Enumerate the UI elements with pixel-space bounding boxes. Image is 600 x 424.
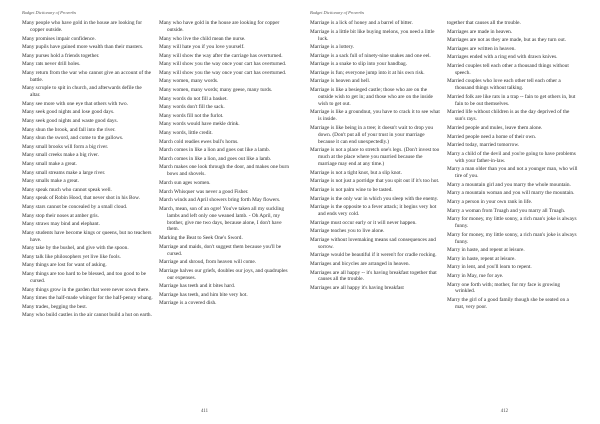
- proverb-entry: Many words, little credit.: [159, 130, 213, 137]
- proverb-entry: Marriage has teeth, and him bite very hot.: [159, 291, 248, 298]
- proverb-entry: Married today, married tomorrow.: [447, 142, 520, 149]
- proverb-entry: March sun ages women.: [159, 179, 211, 186]
- proverb-entry: Many seek good nights and lose good days.: [22, 109, 115, 116]
- proverb-entry: Marriage is a sack full of ninety-nine snakes and one eel.: [310, 52, 431, 59]
- proverb-entry: Married people need a home of their own.: [447, 133, 537, 140]
- proverb-entry: Many speak much who cannot speak well.: [22, 186, 112, 193]
- proverb-entry: March, mean, son of an ogre! You've taken all my suckling lambs and left only one weaned lamb. - Oh April, my brother, give me two days, because alone, I don't have them.: [159, 205, 284, 233]
- proverb-entry: Marriage would be beautiful if it weren't for cradle rocking.: [310, 252, 437, 259]
- proverb-entry: Marry for money, my little sonny, a rich man's joke is always funny.: [447, 216, 577, 230]
- proverb-entry: Many people who have gold in the house are looking for copper outside.: [22, 20, 143, 33]
- proverb-entry: Marriage is not a tight knot, but a slip knot.: [310, 169, 402, 176]
- proverb-entry: Marriage is like a groundnut, you have to crack it to see what is inside.: [310, 109, 440, 123]
- page-columns: [310, 20, 578, 313]
- proverb-entry: Many shun the sword, and come to the gallows.: [22, 135, 124, 142]
- proverb-entry: Marriages are written in heaven.: [447, 45, 516, 52]
- proverb-entry: Many who build castles in the air cannot build a hut on earth.: [22, 312, 152, 319]
- proverb-entry: Many things are lost for want of asking.: [22, 262, 107, 269]
- proverb-entry: Many students have become kings or queens, but no teachers have.: [22, 229, 152, 243]
- proverb-entry: Marriage is a lottery.: [310, 44, 355, 51]
- proverb-entry: Marriage is a little bit like buying melons, you need a little luck.: [310, 28, 435, 42]
- proverb-entry: Marry a woman from Truagh and you marry all Truagh.: [447, 207, 566, 214]
- proverb-entry: together that causes all the trouble.: [447, 20, 521, 26]
- running-head: Budget Dictionary of Proverbs: [310, 10, 365, 15]
- proverb-entry: Marry a child of the devil and you're going to have problems with your father-in-law.: [447, 150, 576, 164]
- proverb-entry: Many see more with one eye that others with two.: [22, 100, 128, 107]
- proverb-entry: Marriage halves our griefs, doubles our joys, and quadruples our expenses.: [159, 267, 288, 281]
- running-head: Budget Dictionary of Proverbs: [22, 10, 77, 15]
- proverb-entry: Marriage without lovemaking means sad consequences and sorrow.: [310, 236, 436, 250]
- proverb-entry: Marriages are not as they are made, but as they turn out.: [447, 37, 566, 44]
- proverb-entry: March winds and April showers bring forth May flowers.: [159, 197, 281, 204]
- proverb-entry: Marriage is the only war in which you sleep with the enemy.: [310, 195, 439, 202]
- proverb-entry: Many who have gold in the house are looking for copper outside.: [159, 20, 280, 33]
- proverb-entry: Marry a man older than you and not a younger man, who will tire of you.: [447, 166, 578, 180]
- proverb-entry: Many seek good nights and waste good days.: [22, 118, 118, 125]
- proverb-entry: Marriages are all happy it's having breakfast: [310, 285, 404, 292]
- proverb-entry: Marriage is not palm wine to be tasted.: [310, 186, 393, 193]
- proverb-entry: Many women, many words.: [159, 78, 219, 85]
- proverb-entry: Marriage is a covered dish.: [159, 300, 217, 307]
- column-left: [22, 20, 153, 321]
- proverb-entry: March comes in like a lion, and goes out like a lamb.: [159, 155, 272, 162]
- proverb-entry: Many words fill not the furlot.: [159, 112, 224, 119]
- proverb-entry: Married life without children is as the day deprived of the sun's rays.: [447, 109, 570, 123]
- proverb-entry: Many small make a great.: [22, 161, 77, 168]
- proverb-entry: Marriages and bicycles are arranged in heaven.: [310, 260, 410, 267]
- proverb-entry: Many return from the war who cannot give an account of the battle.: [22, 69, 151, 83]
- proverb-entry: Many speak of Robin Hood, that never shot in his Bow.: [22, 195, 140, 202]
- proverb-entry: Many purses hold a friends together.: [22, 52, 100, 59]
- proverb-entry: Married folk are like rats in a trap -- fain to get others in, but fain to be out themselves.: [447, 93, 576, 107]
- proverb-entry: Many things are too hard to be blessed, and too good to be cursed.: [22, 271, 147, 284]
- proverb-entry: Marry a mountain girl and you marry the whole mountain.: [447, 181, 571, 188]
- proverb-entry: Marriage teaches you to live alone.: [310, 228, 385, 235]
- proverb-entry: Many will hate you if you love yourself.: [159, 44, 245, 51]
- proverb-entry: Marriage is the opposite to a fever attack; it begins very hot and ends very cold.: [310, 204, 437, 218]
- proverb-entry: Marriage has teeth and it bites hard.: [159, 283, 236, 290]
- proverb-entry: Marking the Beat to Seek One's Sword.: [159, 235, 243, 241]
- proverb-entry: Many rats never drill holes.: [22, 61, 81, 68]
- proverb-entry: March comes in like a lion and goes out like a lamb.: [159, 147, 270, 154]
- proverb-entry: Many pupils have gained more wealth than their masters.: [22, 44, 144, 51]
- proverb-entry: Many promises impair confidence.: [22, 35, 96, 42]
- proverb-entry: Marriage is like a besieged castle; those who are on the outside wish to get in; and those who are on the inside wish to get out.: [310, 87, 433, 107]
- proverb-entry: Many will show the way after the carriage has overturned.: [159, 52, 283, 59]
- proverb-entry: Marry in haste, and repent at leisure.: [447, 247, 525, 254]
- proverb-entry: Marriage is like being in a tree; it doesn't wait to drop you down. (Don't put all of your trust in your marriage because it can end unexpectedly.): [310, 124, 434, 145]
- proverb-entry: Marriage is heaven and hell.: [310, 78, 371, 85]
- proverb-entry: Marriage is a snake to slip into your handbag.: [310, 61, 407, 68]
- proverb-entry: March makes one look through the door, and makes one burn bows and shovels.: [159, 164, 289, 178]
- proverb-entry: Married couples who love each other tell each other a thousand things without talking.: [447, 78, 561, 92]
- proverb-entry: Many women, many words; many geese, many turds.: [159, 87, 273, 94]
- proverb-entry: Many smalls make a great.: [22, 178, 79, 185]
- proverb-entry: Marriage is fun; everyone jump into it at his own risk.: [310, 69, 425, 76]
- proverb-entry: Many words would have mekle drink.: [159, 121, 240, 128]
- proverb-entry: Many trades, begging the best.: [22, 303, 88, 310]
- proverb-entry: March cold readies ewes bull's horns.: [159, 138, 239, 145]
- proverb-entry: Marriages are made in heaven.: [447, 28, 513, 35]
- proverb-entry: March Whisquer was never a good Fisher.: [159, 188, 249, 195]
- proverb-entry: Many stars cannot be concealed by a small cloud.: [22, 204, 128, 210]
- proverb-entry: Many scruple to spit in church, and afterwards defile the altar.: [22, 85, 142, 99]
- proverb-entry: Marriages are all happy -- it's having breakfast together that causes all the trouble.: [310, 269, 437, 283]
- proverb-entry: Many small brooks will form a big river.: [22, 143, 109, 150]
- proverb-entry: Many will show you the way once your cart has overturned.: [159, 69, 287, 76]
- proverb-entry: Many small creeks make a big river.: [22, 152, 99, 159]
- proverb-entry: Marriages ended with a ring end with drawn knives.: [447, 54, 558, 61]
- proverb-entry: Marriage is not a place to stretch one's legs. (Don't invest too much at the place where you married because the marriage may end at any time.): [310, 147, 440, 168]
- proverb-entry: Many who live the child mean the nurse.: [159, 35, 246, 42]
- proverb-entry: Many take by the bushel, and give with the spoon.: [22, 245, 129, 252]
- proverb-entry: Many talk like philosophers yet live like fools.: [22, 253, 121, 260]
- proverb-entry: Marry a person in your own rank in life.: [447, 198, 533, 205]
- proverb-entry: Marriage is not just a porridge that you spit out if it's too hot.: [310, 178, 440, 185]
- proverb-entry: Marry in May, rue for aye.: [447, 272, 504, 279]
- proverb-entry: Marry for money, my little sonny, a rich man's joke is always funny.: [447, 231, 577, 245]
- proverb-entry: Marry one forth with; mother, for my face is growing wrinkled.: [447, 281, 561, 295]
- proverb-entry: Many times the half-made whinger for the half-penny whang.: [22, 295, 153, 302]
- proverb-entry: Marry in lent, and you'll learn to repent.: [447, 264, 532, 271]
- page-number: 412: [500, 409, 508, 414]
- proverb-entry: Many words do not fill a basket.: [159, 95, 228, 102]
- proverb-entry: Many words don't fill the sack.: [159, 104, 225, 111]
- page-number: 411: [200, 409, 208, 414]
- proverb-entry: Marriage and maids, don't suggest them because you'll be cursed.: [159, 243, 282, 257]
- proverb-entry: Many will show you the way once your cart has overturned.: [159, 61, 287, 68]
- column-right: [447, 20, 578, 313]
- proverb-entry: Marry a mountain woman and you will marry the mountain.: [447, 190, 575, 197]
- proverb-entry: Marriage and shroud, from heaven will come.: [159, 259, 257, 266]
- proverb-entry: Marry in haste, repent at leisure.: [447, 255, 516, 262]
- proverb-entry: Married people and mules, leave them alone.: [447, 124, 543, 131]
- proverb-entry: Many things grow in the garden that were never sown there.: [22, 286, 150, 293]
- proverb-entry: Marry the girl of a good family though she be seated on a mat, very poor.: [447, 297, 569, 310]
- column-left: [310, 20, 441, 313]
- page-columns: [22, 20, 290, 321]
- proverb-entry: Many stop their noses at amber gris.: [22, 212, 99, 219]
- proverb-entry: Married couples tell each other a thousand things without speech.: [447, 62, 569, 76]
- proverb-entry: Marriage is a lick of honey and a barrel of bitter.: [310, 20, 413, 26]
- proverb-entry: Many shun the brook, and fall into the river.: [22, 126, 116, 133]
- column-right: [159, 20, 290, 321]
- right-page: [300, 0, 600, 424]
- proverb-entry: Many small streams make a large river.: [22, 169, 106, 176]
- proverb-entry: Many straws may bind and elephant.: [22, 221, 100, 228]
- proverb-entry: Marriage must occur early or it will never happen.: [310, 219, 417, 226]
